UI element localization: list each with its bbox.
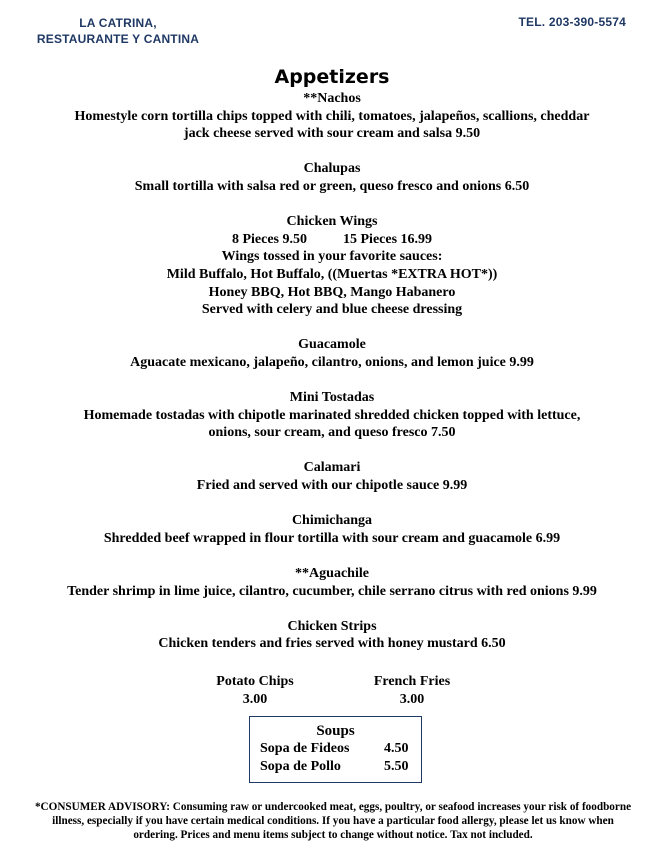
menu-item-description: jack cheese served with sour cream and salsa 9.50 xyxy=(183,126,481,142)
menu-item-guacamole xyxy=(20,336,644,371)
menu-item-description: onions, sour cream, and queso fresco 7.50 xyxy=(208,425,456,441)
soup-price: 4.50 xyxy=(384,741,409,756)
consumer-advisory: *CONSUMER ADVISORY: Consuming raw or undercooked meat, eggs, poultry, or seafood increases your risk of foodborne illness, especially if you have certain medical conditions. If you have a particular food allergy, please let us know when ordering. Prices and menu items subject to change without notice. Tax not included. xyxy=(34,801,632,841)
side-price: 3.00 xyxy=(242,692,268,707)
phone-number: TEL. 203-390-5574 xyxy=(518,15,626,29)
menu-item-nachos xyxy=(20,90,644,143)
menu-item-description: Homestyle corn tortilla chips topped with chili, tomatoes, jalapeños, scallions, cheddar xyxy=(74,108,590,124)
menu-item-chicken-strips xyxy=(20,618,644,653)
menu-item-description: Fried and served with our chipotle sauce 9.99 xyxy=(196,478,468,494)
menu-item-name: Mini Tostadas xyxy=(289,390,375,406)
restaurant-name-line1: LA CATRINA, xyxy=(79,16,157,30)
menu-item-mini-tostadas xyxy=(20,389,644,442)
menu-item-name: Chalupas xyxy=(303,161,361,177)
menu-item-chalupas xyxy=(20,160,644,195)
menu-item-chimichanga xyxy=(20,512,644,547)
soup-name: Sopa de Fideos xyxy=(260,741,350,756)
menu-item-description: Wings tossed in your favorite sauces: xyxy=(221,249,443,265)
menu-item-chicken-wings xyxy=(20,213,644,319)
appetizer-list xyxy=(20,90,644,671)
menu-item-description: Tender shrimp in lime juice, cilantro, cucumber, chile serrano citrus with red onions 9.99 xyxy=(67,583,597,599)
side-french-fries xyxy=(342,673,482,709)
soups-box xyxy=(249,716,422,783)
menu-item-description: Served with celery and blue cheese dressing xyxy=(201,302,463,318)
menu-item-name: Calamari xyxy=(303,460,361,476)
side-price: 3.00 xyxy=(399,692,425,707)
menu-item-description: Small tortilla with salsa red or green, queso fresco and onions 6.50 xyxy=(134,178,530,194)
side-potato-chips xyxy=(185,673,325,709)
menu-item-calamari xyxy=(20,459,644,494)
soup-name: Sopa de Pollo xyxy=(260,759,341,774)
restaurant-name-line2: RESTAURANTE Y CANTINA xyxy=(36,32,200,46)
menu-item-description: Mild Buffalo, Hot Buffalo, ((Muertas *EXTRA HOT*)) xyxy=(166,266,498,282)
menu-item-name: **Nachos xyxy=(303,91,361,106)
menu-item-description: Aguacate mexicano, jalapeño, cilantro, onions, and lemon juice 9.99 xyxy=(130,354,534,370)
size-option: 15 Pieces 16.99 xyxy=(343,231,433,247)
menu-item-aguachile xyxy=(20,565,644,600)
menu-item-description: Honey BBQ, Hot BBQ, Mango Habanero xyxy=(208,284,456,300)
menu-item-name: Chicken Strips xyxy=(287,618,377,634)
soups-title: Soups xyxy=(316,723,355,739)
side-name: French Fries xyxy=(373,674,451,689)
menu-item-name: Guacamole xyxy=(298,337,366,353)
soup-price: 5.50 xyxy=(384,759,409,774)
soup-row xyxy=(250,758,421,776)
menu-item-description: Homemade tostadas with chipotle marinated shredded chicken topped with lettuce, xyxy=(83,407,581,423)
size-option: 8 Pieces 9.50 xyxy=(231,231,307,247)
menu-item-sizes xyxy=(20,231,644,249)
page-title: Appetizers xyxy=(274,66,390,88)
menu-item-description: Chicken tenders and fries served with honey mustard 6.50 xyxy=(158,636,506,652)
menu-item-name: Chimichanga xyxy=(291,513,373,529)
restaurant-name xyxy=(34,15,202,47)
menu-item-description: Shredded beef wrapped in flour tortilla with sour cream and guacamole 6.99 xyxy=(103,530,561,546)
soup-row xyxy=(250,740,421,758)
menu-item-name: **Aguachile xyxy=(295,566,369,582)
side-name: Potato Chips xyxy=(216,674,294,689)
menu-item-name: Chicken Wings xyxy=(286,214,378,230)
